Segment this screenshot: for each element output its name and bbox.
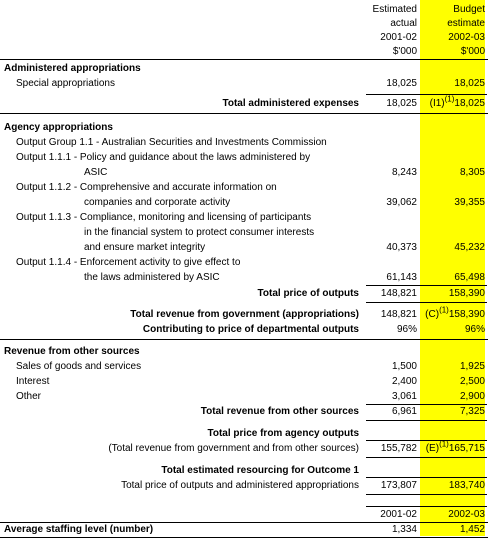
output-113-line1 <box>0 210 488 225</box>
output-113-line3 <box>0 240 488 255</box>
col2-header-line2: estimate <box>447 18 485 29</box>
staffing-row <box>0 522 488 537</box>
col2-header-line3: 2002-03 <box>448 32 485 43</box>
total-revenue-government-row <box>0 307 488 322</box>
output-111-line1 <box>0 150 488 165</box>
output-111-v2: 8,305 <box>459 167 485 178</box>
resourcing-label: Total estimated resourcing for Outcome 1 <box>161 465 359 476</box>
rule-below-tpo <box>366 302 487 303</box>
output-114-label-2: the laws administered by ASIC <box>84 272 220 283</box>
agency-total-sub-label: (Total revenue from government and from other sources) <box>108 443 359 454</box>
admin-divider <box>0 113 488 114</box>
output-113-v1: 40,373 <box>386 242 417 253</box>
interest-v2: 2,500 <box>459 376 485 387</box>
resourcing-sub-label: Total price of outputs and administered appropriations <box>121 480 359 491</box>
total-administered-v2: (I1)$^{(1)}$18,025 <box>429 94 485 109</box>
resourcing-v2: 183,740 <box>448 480 485 491</box>
rule-above-admin-total <box>366 94 487 95</box>
output-114-label-1: Output 1.1.4 - Enforcement activity to give effect to <box>16 257 241 268</box>
output-111-v1: 8,243 <box>391 167 417 178</box>
agency-heading-row <box>0 120 488 135</box>
output-113-v2: 45,232 <box>454 242 485 253</box>
special-appropriations-v2: 18,025 <box>454 78 485 89</box>
total-other-row <box>0 404 488 419</box>
total-price-outputs-label: Total price of outputs <box>257 288 359 299</box>
sales-v1: 1,500 <box>391 361 417 372</box>
total-other-v2: 7,325 <box>459 406 485 417</box>
administered-heading-row <box>0 61 488 76</box>
agency-heading: Agency appropriations <box>4 122 113 133</box>
sales-label: Sales of goods and services <box>16 361 142 372</box>
header-row-1 <box>0 2 488 17</box>
agency-divider <box>0 339 488 340</box>
output-group-label: Output Group 1.1 - Australian Securities and Investments Commission <box>16 137 327 148</box>
rule-below-other-total <box>366 420 487 421</box>
contributing-v2: 96% <box>464 324 485 335</box>
resourcing-v1: 173,807 <box>380 480 417 491</box>
other-row <box>0 389 488 404</box>
staffing-year1: 2001-02 <box>380 509 417 520</box>
total-revenue-government-v2: (C)$^{(1)}$158,390 <box>425 305 485 320</box>
output-113-label-3: and ensure market integrity <box>84 242 206 253</box>
other-sources-heading-row <box>0 344 488 359</box>
total-revenue-government-label: Total revenue from government (appropriations) <box>130 309 359 320</box>
output-112-label-2: companies and corporate activity <box>84 197 231 208</box>
output-114-v2: 65,498 <box>454 272 485 283</box>
total-price-outputs-v1: 148,821 <box>380 288 417 299</box>
rule-below-resourcing <box>366 494 487 495</box>
contributing-v1: 96% <box>396 324 417 335</box>
output-111-label-1: Output 1.1.1 - Policy and guidance about the laws administered by <box>16 152 311 163</box>
header-divider <box>0 59 488 60</box>
other-label: Other <box>16 391 42 402</box>
administered-heading: Administered appropriations <box>4 63 141 74</box>
staffing-v1: 1,334 <box>391 524 417 535</box>
special-appropriations-row <box>0 76 488 91</box>
special-appropriations-label: Special appropriations <box>16 78 115 89</box>
col1-header-line1: Estimated <box>372 4 417 15</box>
resourcing-row <box>0 478 488 493</box>
total-other-label: Total revenue from other sources <box>200 406 359 417</box>
agency-total-row <box>0 441 488 456</box>
special-appropriations-v1: 18,025 <box>386 78 417 89</box>
output-112-v2: 39,355 <box>454 197 485 208</box>
contributing-row <box>0 322 488 337</box>
output-111-line2 <box>0 165 488 180</box>
agency-total-heading-row <box>0 426 488 441</box>
agency-total-v2: (E)$^{(1)}$165,715 <box>425 439 485 454</box>
col2-header-line1: Budget <box>453 4 485 15</box>
output-113-line2 <box>0 225 488 240</box>
agency-total-v1: 155,782 <box>380 443 417 454</box>
output-114-line2 <box>0 270 488 285</box>
output-112-line2 <box>0 195 488 210</box>
output-111-label-2: ASIC <box>84 167 108 178</box>
staffing-year2: 2002-03 <box>448 509 485 520</box>
total-price-outputs-v2: 158,390 <box>448 288 485 299</box>
rule-below-agency-total <box>366 457 487 458</box>
total-administered-label: Total administered expenses <box>222 98 359 109</box>
col1-header-unit: $'000 <box>392 46 417 57</box>
interest-label: Interest <box>16 376 50 387</box>
total-revenue-government-v1: 148,821 <box>380 309 417 320</box>
output-112-v1: 39,062 <box>386 197 417 208</box>
output-113-label-1: Output 1.1.3 - Compliance, monitoring and licensing of participants <box>16 212 312 223</box>
col1-header-line2: actual <box>390 18 417 29</box>
other-v2: 2,900 <box>459 391 485 402</box>
col2-header-unit: $'000 <box>460 46 485 57</box>
output-114-line1 <box>0 255 488 270</box>
output-group-row <box>0 135 488 150</box>
total-administered-row <box>0 96 488 111</box>
total-administered-v1: 18,025 <box>386 98 417 109</box>
output-113-label-2: in the financial system to protect consumer interests <box>84 227 315 238</box>
other-sources-heading: Revenue from other sources <box>4 346 140 357</box>
staffing-label: Average staffing level (number) <box>4 524 154 535</box>
agency-total-label: Total price from agency outputs <box>207 428 359 439</box>
staffing-v2: 1,452 <box>459 524 485 535</box>
interest-row <box>0 374 488 389</box>
contributing-label: Contributing to price of departmental outputs <box>142 324 359 335</box>
resourcing-heading-row <box>0 463 488 478</box>
interest-v1: 2,400 <box>391 376 417 387</box>
header-row-3 <box>0 30 488 45</box>
output-112-label-1: Output 1.1.2 - Comprehensive and accurate information on <box>16 182 277 193</box>
sales-v2: 1,925 <box>459 361 485 372</box>
header-row-4 <box>0 44 488 59</box>
sales-row <box>0 359 488 374</box>
total-price-outputs-row <box>0 286 488 301</box>
col1-header-line3: 2001-02 <box>380 32 417 43</box>
other-v1: 3,061 <box>391 391 417 402</box>
header-row-2 <box>0 16 488 31</box>
output-114-v1: 61,143 <box>386 272 417 283</box>
staffing-years-row <box>0 507 488 522</box>
output-112-line1 <box>0 180 488 195</box>
total-other-v1: 6,961 <box>391 406 417 417</box>
